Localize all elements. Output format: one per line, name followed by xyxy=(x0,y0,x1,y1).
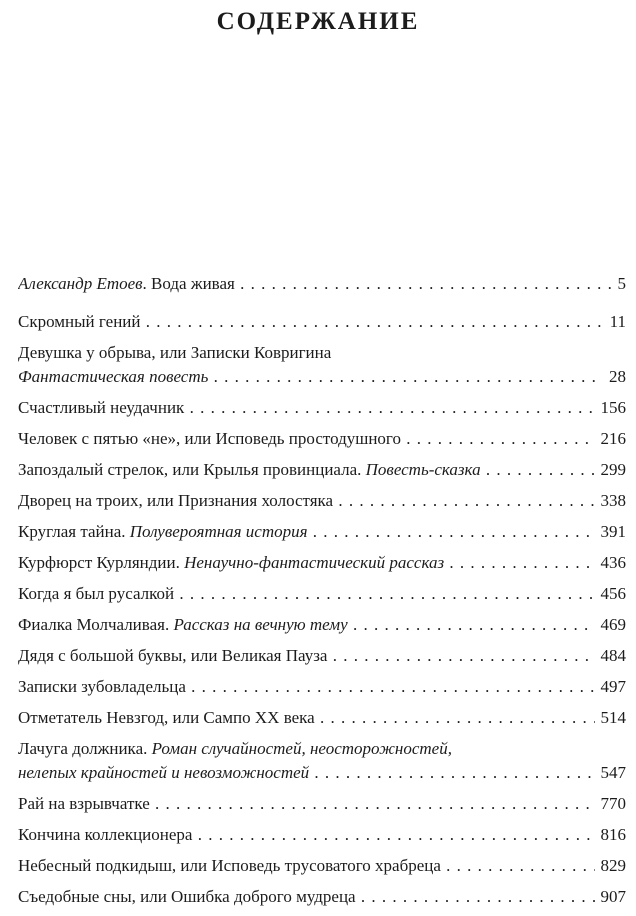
entry-title: Дядя с большой буквы, или Великая Пауза . . . xyxy=(18,646,626,665)
toc-entry xyxy=(18,427,626,451)
entry-title: Фиалка Молчаливая. xyxy=(18,615,170,634)
entry-page: 436 xyxy=(595,551,627,575)
toc-entry xyxy=(18,823,626,847)
toc-entry xyxy=(18,489,626,513)
entry-title: Запоздалый стрелок, или Крылья провинциала. xyxy=(18,460,362,479)
entry-title: Счастливый неудачник . . . xyxy=(18,398,626,417)
entry-subtitle: Фантастическая повесть . . . xyxy=(18,367,626,386)
page-title: СОДЕРЖАНИЕ xyxy=(216,8,420,35)
entry-title: Когда я был русалкой . . . xyxy=(18,584,626,603)
toc-entry xyxy=(18,520,626,544)
toc-entry xyxy=(18,551,626,575)
entry-subtitle: Повесть-сказка xyxy=(365,460,481,479)
toc-entry xyxy=(18,272,626,296)
entry-page: 469 xyxy=(595,613,627,637)
entry-page: 907 xyxy=(595,885,627,909)
entry-title: Съедобные сны, или Ошибка доброго мудреца . . . xyxy=(18,887,626,906)
entry-page: 28 xyxy=(603,365,626,389)
toc-entry xyxy=(18,706,626,730)
entry-page: 216 xyxy=(595,427,627,451)
toc-entry xyxy=(18,613,626,637)
entry-subtitle: Роман случайностей, неосторожностей, xyxy=(151,739,452,758)
entry-page: 5 xyxy=(612,272,627,296)
entry-subtitle-continued: нелепых крайностей и невозможностей . . . xyxy=(18,763,626,782)
toc-entry xyxy=(18,737,626,785)
toc-entry xyxy=(18,458,626,482)
toc-entry xyxy=(18,885,626,909)
toc-entry xyxy=(18,396,626,420)
entry-title: Дворец на троих, или Признания холостяка . . . xyxy=(18,491,626,510)
entry-title: Небесный подкидыш, или Исповедь трусоватого храбреца . . . xyxy=(18,856,626,875)
entry-title: Кончина коллекционера . . . xyxy=(18,825,626,844)
toc-entry xyxy=(18,675,626,699)
entry-page: 816 xyxy=(595,823,627,847)
entry-page: 497 xyxy=(595,675,627,699)
entry-subtitle: Ненаучно-фантастический рассказ xyxy=(184,553,445,572)
entry-title: Рай на взрывчатке . . . xyxy=(18,794,626,813)
entry-page: 514 xyxy=(595,706,627,730)
entry-title: Курфюрст Курляндии. xyxy=(18,553,180,572)
entry-page: 11 xyxy=(604,310,626,334)
entry-title: Человек с пятью «не», или Исповедь простодушного . . . xyxy=(18,429,626,448)
entry-page: 547 xyxy=(595,761,627,785)
table-of-contents xyxy=(18,272,626,916)
entry-title: . Вода живая xyxy=(142,274,235,293)
entry-page: 338 xyxy=(595,489,627,513)
entry-title: Записки зубовладельца . . . xyxy=(18,677,626,696)
toc-entry xyxy=(18,310,626,334)
entry-subtitle: Полувероятная история xyxy=(129,522,308,541)
toc-entry xyxy=(18,854,626,878)
toc-entry xyxy=(18,792,626,816)
entry-title: Девушка у обрыва, или Записки Ковригина xyxy=(18,343,332,362)
entry-page: 156 xyxy=(595,396,627,420)
entry-page: 770 xyxy=(595,792,627,816)
entry-page: 456 xyxy=(595,582,627,606)
entry-author: Александр Етоев xyxy=(18,274,143,293)
toc-entry xyxy=(18,644,626,668)
toc-entry xyxy=(18,341,626,389)
entry-title: Круглая тайна. xyxy=(18,522,126,541)
entry-title: Скромный гений . . . xyxy=(18,312,626,331)
toc-entry xyxy=(18,582,626,606)
entry-page: 299 xyxy=(595,458,627,482)
entry-page: 391 xyxy=(595,520,627,544)
entry-title: Лачуга должника. xyxy=(18,739,148,758)
entry-page: 829 xyxy=(595,854,627,878)
entry-page: 484 xyxy=(595,644,627,668)
entry-title: Отметатель Невзгод, или Сампо XX века . . . xyxy=(18,708,626,727)
entry-subtitle: Рассказ на вечную тему xyxy=(173,615,348,634)
